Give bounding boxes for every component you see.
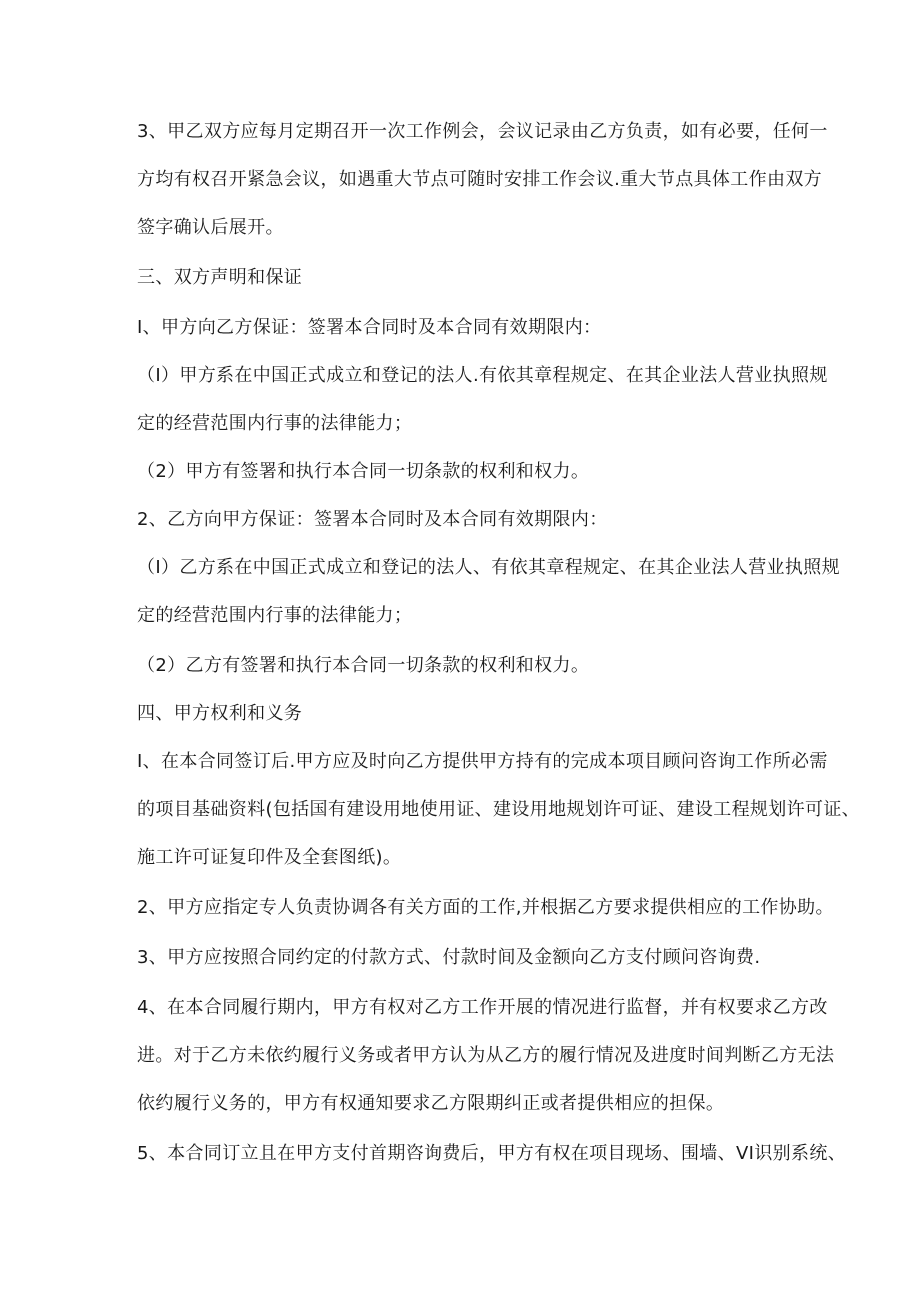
text-line: 5、本合同订立且在甲方支付首期咨询费后，甲方有权在项目现场、围墙、VI识别系统、	[137, 1143, 847, 1164]
text-line: 签字确认后展开。	[137, 217, 284, 238]
text-line: I、在本合同签订后.甲方应及时向乙方提供甲方持有的完成本项目顾问咨询工作所必需	[137, 751, 828, 772]
section-heading: 四、甲方权利和义务	[137, 703, 303, 724]
text-line: （I）甲方系在中国正式成立和登记的法人.有依其章程规定、在其企业法人营业执照规	[137, 365, 828, 386]
text-line: 进。对于乙方未依约履行义务或者甲方认为从乙方的履行情况及进度时间判断乙方无法	[137, 1045, 835, 1066]
text-line: 2、甲方应指定专人负责协调各有关方面的工作,并根据乙方要求提供相应的工作协助。	[137, 897, 834, 918]
text-line: 2、乙方向甲方保证：签署本合同时及本合同有效期限内：	[137, 509, 608, 530]
text-line: 定的经营范围内行事的法律能力；	[137, 413, 413, 434]
text-line: 3、甲方应按照合同约定的付款方式、付款时间及金额向乙方支付顾问咨询费.	[137, 947, 761, 968]
text-line: （2）乙方有签署和执行本合同一切条款的权利和权力。	[137, 655, 590, 676]
text-line: （2）甲方有签署和执行本合同一切条款的权利和权力。	[137, 461, 590, 482]
text-line: 方均有权召开紧急会议，如遇重大节点可随时安排工作会议.重大节点具体工作由双方	[137, 169, 823, 190]
text-line: 4、在本合同履行期内，甲方有权对乙方工作开展的情况进行监督，并有权要求乙方改	[137, 997, 828, 1018]
text-line: 3、甲乙双方应每月定期召开一次工作例会，会议记录由乙方负责，如有必要，任何一	[137, 121, 828, 142]
text-line: 施工许可证复印件及全套图纸)。	[137, 847, 402, 868]
text-line: 的项目基础资料(包括国有建设用地使用证、建设用地规划许可证、建设工程规划许可证、	[137, 799, 861, 820]
text-line: 定的经营范围内行事的法律能力；	[137, 605, 413, 626]
section-heading: 三、双方声明和保证	[137, 267, 303, 288]
text-line: I、甲方向乙方保证：签署本合同时及本合同有效期限内：	[137, 317, 602, 338]
text-line: （I）乙方系在中国正式成立和登记的法人、有依其章程规定、在其企业法人营业执照规	[137, 557, 840, 578]
text-line: 依约履行义务的，甲方有权通知要求乙方限期纠正或者提供相应的担保。	[137, 1093, 725, 1114]
